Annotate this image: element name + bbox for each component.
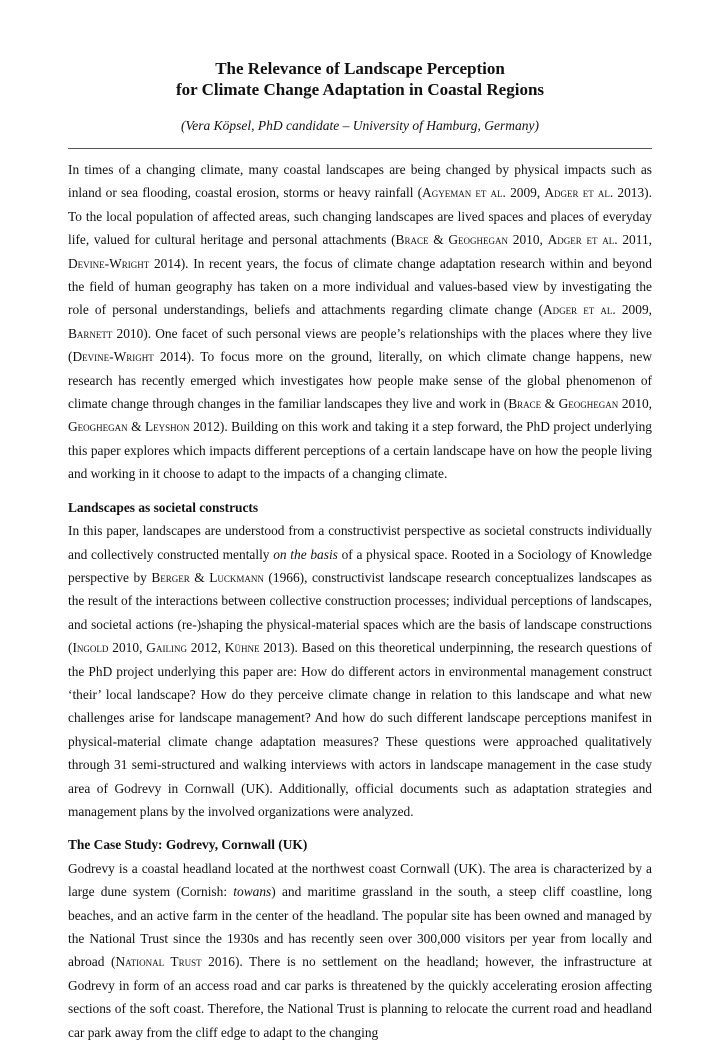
title-line-1: The Relevance of Landscape Perception — [215, 59, 505, 78]
text-run: (1966), constructivist landscape research conceptualizes landscapes as the result of the interactions between collective construction processes; individual perceptions of landscapes, and societal actions (re-)shaping the physical-material spaces which are the basis of landscape constructions ( — [68, 569, 652, 656]
section-heading-constructs: Landscapes as societal constructs — [68, 499, 259, 515]
title-divider — [68, 148, 652, 149]
text-run: 2010, — [508, 232, 548, 248]
text-run: of a physical space. Rooted in a Sociology of Knowledge perspective by — [68, 546, 653, 585]
constructs-paragraph — [68, 519, 652, 823]
citation: Devine-Wright — [72, 349, 154, 365]
citation: Ingold — [72, 640, 109, 656]
text-run: Godrevy is a coastal headland located at the northwest coast Cornwall (UK). The area is characterized by a large dune system (Cornish: — [68, 860, 652, 900]
citation: Kühne — [224, 640, 260, 656]
title-line-2: for Climate Change Adaptation in Coastal Regions — [175, 80, 545, 99]
text-run: 2012, — [186, 640, 225, 656]
emphasis: on the basis — [273, 546, 338, 562]
paper-page — [68, 58, 652, 1044]
citation: Gailing — [146, 640, 187, 656]
text-run: 2010). One facet of such personal views are people’s relationships with the places where they live ( — [68, 325, 652, 365]
citation: Berger & Luckmann — [151, 569, 264, 585]
text-run: 2011, — [617, 232, 652, 248]
text-run: 2016). There is no settlement on the headland; however, the infrastructure at Godrevy in form of an access road and car parks is threatened by the quickly accelerating erosion affecting sections of the soft coast. Therefore, the National Trust is planning to relocate the current road and headland car park away from the cliff edge to adapt to the changing — [68, 954, 652, 1040]
citation: Barnett — [68, 325, 113, 341]
citation: Geoghegan & Leyshon — [68, 419, 190, 435]
paper-title — [68, 58, 652, 100]
citation: Adger et al. — [547, 232, 618, 248]
emphasis: towans — [233, 884, 272, 900]
text-run: 2013). To the local population of affected areas, such changing landscapes are lived spaces and places of everyday life, valued for cultural heritage and personal attachments ( — [68, 185, 652, 248]
text-run: In this paper, landscapes are understood from a constructivist perspective as societal constructs individually and collectively constructed mentally — [68, 523, 652, 562]
text-run: 2010, — [618, 396, 652, 412]
citation: Devine-Wright — [68, 255, 150, 271]
author-line: (Vera Köpsel, PhD candidate – University of Hamburg, Germany) — [181, 118, 539, 133]
text-run: ) and maritime grassland in the south, a steep cliff coastline, long beaches, and an active farm in the center of the headland. The popular site has been owned and managed by the National Trust since the 1930s and has recently seen over 300,000 visitors per year from locally and abroad ( — [68, 884, 652, 970]
intro-paragraph — [68, 158, 652, 486]
text-run: 2013). Based on this theoretical underpinning, the research questions of the PhD project underlying this paper are: How do different actors in environmental management construct ‘their’ local landscape? How do they perceive climate change in relation to this landscape and what new challenges arise for landscape management? And how do such different landscape perceptions manifest in physical-material climate change adaptation measures? These questions were approached qualitatively through 31 semi-structured and walking interviews with actors in landscape management in the case study area of Godrevy in Cornwall (UK). Additionally, official documents such as adaptation strategies and management plans by the involved organizations were analyzed. — [68, 640, 652, 819]
text-run: In times of a changing climate, many coastal landscapes are being changed by physical impacts such as inland or sea flooding, coastal erosion, storms or heavy rainfall ( — [68, 162, 652, 201]
citation: Adger et al. — [543, 302, 616, 318]
text-run: 2009, — [505, 185, 545, 201]
case-study-paragraph — [68, 857, 652, 1044]
citation: National Trust — [115, 954, 202, 970]
text-run: 2014). To focus more on the ground, literally, on which climate change happens, new research has recently emerged which investigates how people make sense of the global phenomenon of climate change through changes in the familiar landscapes they live and work in ( — [68, 349, 652, 412]
section-heading-case-study: The Case Study: Godrevy, Cornwall (UK) — [68, 837, 308, 853]
citation: Agyeman et al. — [422, 185, 506, 201]
text-run: 2014). In recent years, the focus of climate change adaptation research within and beyond the field of human geography has taken on a more individual and values-based view by investigating the role of personal understandings, beliefs and attachments regarding climate change ( — [68, 255, 652, 318]
text-run: 2009, — [615, 302, 652, 318]
citation: Brace & Geoghegan — [395, 232, 509, 248]
citation: Brace & Geoghegan — [508, 396, 619, 412]
citation: Adger et al. — [544, 185, 614, 201]
text-run: 2010, — [108, 640, 147, 656]
text-run: 2012). Building on this work and taking it a step forward, the PhD project underlying this paper explores which impacts different perceptions of a certain landscape have on how the people living and working in it choose to adapt to the impacts of a changing climate. — [68, 419, 652, 482]
